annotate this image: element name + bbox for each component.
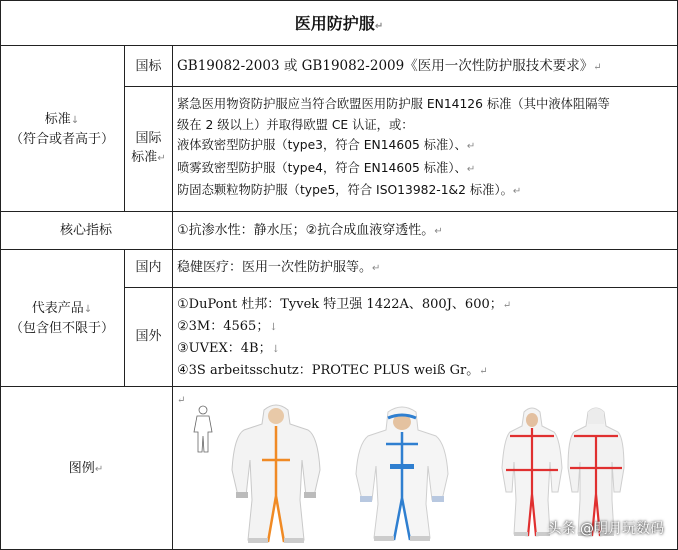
watermark-text: 头条 @明月玩数码 [547, 521, 664, 537]
domestic-value: 稳健医疗：医用一次性防护服等。 [177, 260, 373, 275]
foreign-line-4: ④3S arbeitsschutz：PROTEC PLUS weiß Gr。 [177, 363, 480, 378]
figure-label-text: 图例 [68, 461, 95, 476]
watermark [548, 518, 664, 538]
rule-col2-products [172, 249, 173, 386]
international-label-line2: 标准 [131, 150, 158, 165]
national-standard-text [177, 57, 602, 77]
rule-core-bottom [0, 249, 678, 250]
core-label [0, 221, 172, 240]
rule-products-bottom [0, 386, 678, 387]
national-standard-value: GB19082-2003 或 GB19082-2009《医用一次性防护服技术要求》 [177, 58, 594, 74]
para-mark: ↵ [502, 300, 512, 311]
national-label-text: 国标 [135, 59, 162, 74]
suit-sketch-image [188, 404, 218, 456]
products-label-note: （包含但不限于） [9, 321, 114, 336]
down-mark: ↓ [83, 304, 93, 315]
table-title [0, 11, 678, 34]
foreign-label [125, 327, 172, 346]
rule-col2-top [172, 45, 173, 211]
para-mark: ↵ [466, 163, 476, 175]
rule-title-bottom [0, 45, 678, 46]
international-standard-text [177, 94, 610, 203]
rule-col1-figure [172, 386, 173, 550]
para-mark: ↵ [177, 395, 186, 406]
figure-para-mark [177, 390, 185, 410]
rule-top [0, 0, 678, 1]
foreign-line-3: ③UVEX：4B； [177, 341, 272, 356]
para-mark: ↵ [593, 62, 602, 73]
foreign-line-1: ①DuPont 杜邦：Tyvek 特卫强 1422A、800J、600； [177, 297, 503, 312]
products-label-main: 代表产品 [31, 301, 84, 316]
figure-label [0, 459, 172, 479]
down-mark: ↓ [269, 322, 278, 333]
para-mark: ↵ [512, 186, 522, 197]
rule-national-bottom [124, 86, 678, 87]
intl-line-1: 紧急医用物资防护服应当符合欧盟医用防护服 EN14126 标准（其中液体阻隔等 [177, 97, 610, 111]
rule-standard-bottom [0, 211, 678, 212]
title-text: 医用防护服 [294, 14, 375, 33]
foreign-text [177, 294, 511, 382]
core-text [177, 221, 443, 241]
para-mark: ↵ [374, 21, 384, 32]
national-label [125, 57, 172, 76]
domestic-label-text: 国内 [135, 260, 162, 275]
intl-line-3: 液体致密型防护服（type3，符合 EN14605 标准）、 [177, 138, 467, 152]
down-mark: ↓ [70, 115, 80, 126]
intl-line-2: 级在 2 级以上）并取得欧盟 CE 认证，或： [177, 117, 414, 132]
core-value: ①抗渗水性：静水压；②抗合成血液穿透性。 [177, 223, 435, 238]
foreign-label-text: 国外 [135, 329, 162, 344]
standard-label-main: 标准 [44, 112, 71, 127]
suit-orange-tape-image [228, 400, 324, 545]
suit-blue-tape-image [352, 404, 452, 542]
products-label [0, 299, 124, 338]
standard-label-note: （符合或者高于） [9, 132, 114, 147]
para-mark: ↵ [157, 153, 166, 164]
para-mark: ↵ [94, 464, 104, 475]
intl-line-5: 防固态颗粒物防护服（type5，符合 ISO13982-1&2 标准）。 [177, 183, 513, 197]
para-mark: ↵ [466, 141, 476, 152]
rule-domestic-bottom [124, 287, 678, 288]
domestic-text [177, 258, 380, 278]
para-mark: ↵ [372, 263, 381, 274]
rule-col1-core [172, 211, 173, 249]
down-mark: ↓ [271, 344, 280, 355]
standard-label [0, 110, 124, 149]
para-mark: ↵ [479, 366, 488, 377]
foreign-line-2: ②3M：4565； [177, 319, 270, 334]
core-label-text: 核心指标 [59, 223, 112, 238]
para-mark: ↵ [434, 226, 443, 237]
domestic-label [125, 258, 172, 277]
intl-line-4: 喷雾致密型防护服（type4，符合 EN14605 标准）、 [177, 160, 467, 175]
international-label [125, 129, 172, 168]
international-label-line1: 国际 [135, 131, 162, 146]
